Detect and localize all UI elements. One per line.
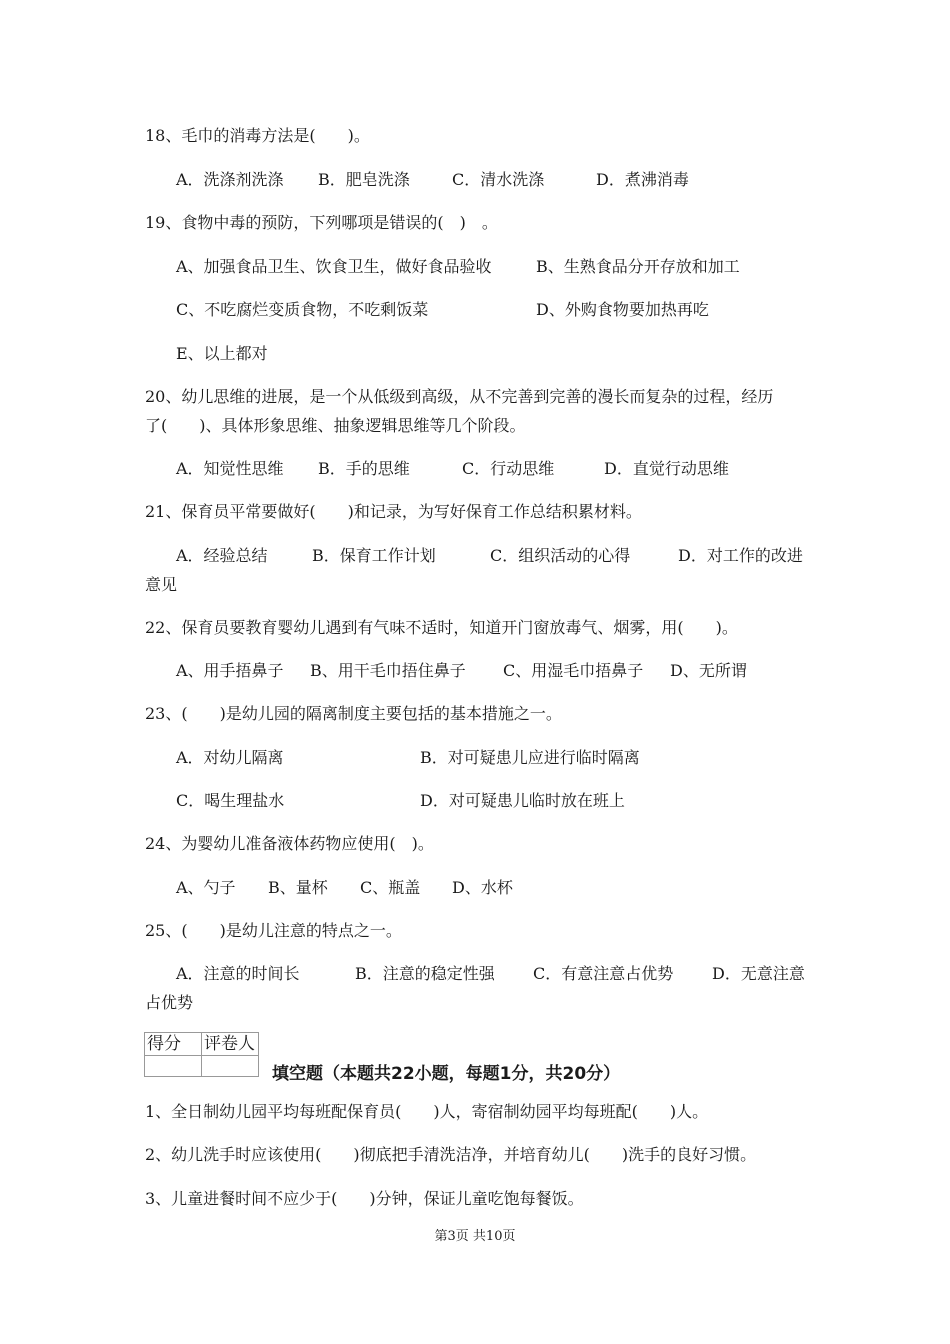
question-23: 23、( )是幼儿园的隔离制度主要包括的基本措施之一。 [145,704,562,723]
question-20-line2: 了( )、具体形象思维、抽象逻辑思维等几个阶段。 [145,416,526,435]
q21-option-b: B．保育工作计划 [312,546,436,565]
question-22: 22、保育员要教育婴幼儿遇到有气味不适时，知道开门窗放毒气、烟雾，用( )。 [145,618,738,637]
q23-option-b: B．对可疑患儿应进行临时隔离 [420,748,640,767]
q23-option-c: C．喝生理盐水 [176,791,285,810]
q25-option-c: C．有意注意占优势 [533,964,674,983]
question-18: 18、毛巾的消毒方法是( )。 [145,126,370,145]
q25-option-d-continued: 占优势 [145,993,194,1012]
grader-label: 评卷人 [202,1033,259,1056]
grader-cell[interactable] [202,1056,259,1077]
question-20-line1: 20、幼儿思维的进展，是一个从低级到高级，从不完善到完善的漫长而复杂的过程，经历 [145,387,774,406]
q21-option-c: C．组织活动的心得 [490,546,631,565]
q25-option-d: D．无意注意 [712,964,805,983]
q24-option-a: A、勺子 [176,878,236,897]
q20-option-c: C．行动思维 [462,459,555,478]
q21-option-d: D．对工作的改进 [678,546,803,565]
question-25: 25、( )是幼儿注意的特点之一。 [145,921,402,940]
q21-option-d-continued: 意见 [145,575,178,594]
q18-option-b: B．肥皂洗涤 [318,170,410,189]
q19-option-b: B、生熟食品分开存放和加工 [536,257,740,276]
q18-option-a: A．洗涤剂洗涤 [176,170,284,189]
fill-question-1: 1、全日制幼儿园平均每班配保育员( )人，寄宿制幼园平均每班配( )人。 [145,1102,709,1121]
score-table [144,1032,259,1077]
q23-option-a: A．对幼儿隔离 [176,748,284,767]
question-19: 19、食物中毒的预防，下列哪项是错误的( ) 。 [145,213,498,232]
question-24: 24、为婴幼儿准备液体药物应使用( )。 [145,834,434,853]
q24-option-c: C、瓶盖 [360,878,421,897]
q19-option-e: E、以上都对 [176,344,268,363]
q19-option-d: D、外购食物要加热再吃 [536,300,709,319]
q20-option-a: A．知觉性思维 [176,459,284,478]
score-label: 得分 [145,1033,202,1056]
q24-option-b: B、量杯 [268,878,328,897]
fill-question-3: 3、儿童进餐时间不应少于( )分钟，保证儿童吃饱每餐饭。 [145,1189,584,1208]
q19-option-c: C、不吃腐烂变质食物，不吃剩饭菜 [176,300,429,319]
q22-option-d: D、无所谓 [670,661,747,680]
q21-option-a: A．经验总结 [176,546,268,565]
fill-question-2: 2、幼儿洗手时应该使用( )彻底把手清洗洁净，并培育幼儿( )洗手的良好习惯。 [145,1145,757,1164]
q18-option-c: C．清水洗涤 [452,170,545,189]
page-footer: 第3页 共10页 [434,1229,516,1244]
q24-option-d: D、水杯 [452,878,513,897]
q22-option-a: A、用手捂鼻子 [176,661,284,680]
q25-option-b: B．注意的稳定性强 [355,964,495,983]
q18-option-d: D．煮沸消毒 [596,170,689,189]
q22-option-c: C、用湿毛巾捂鼻子 [503,661,644,680]
q22-option-b: B、用干毛巾捂住鼻子 [310,661,466,680]
q23-option-d: D．对可疑患儿临时放在班上 [420,791,625,810]
q20-option-b: B．手的思维 [318,459,410,478]
section-title: 填空题（本题共22小题，每题1分，共20分） [272,1064,621,1084]
q20-option-d: D．直觉行动思维 [604,459,729,478]
q19-option-a: A、加强食品卫生、饮食卫生，做好食品验收 [176,257,492,276]
question-21: 21、保育员平常要做好( )和记录，为写好保育工作总结积累材料。 [145,502,642,521]
score-cell[interactable] [145,1056,202,1077]
q25-option-a: A．注意的时间长 [176,964,300,983]
